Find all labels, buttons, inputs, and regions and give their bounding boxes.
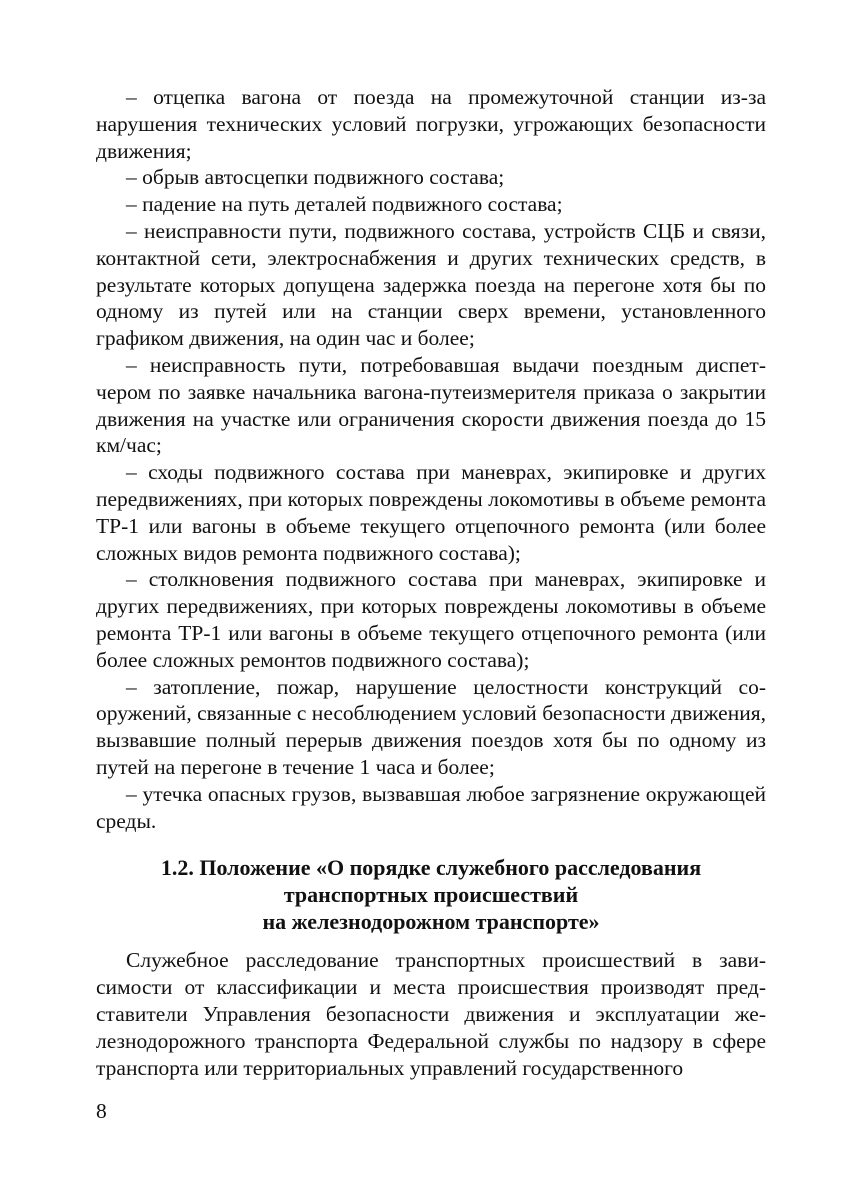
list-item: – сходы подвижного состава при маневрах, экипировке и других передвижениях, при которых повреждены локомотивы в объеме ремонта ТР-1 или вагоны в объеме текущего отцепочного ремонта (или более сложных видов ремонта подвижного состава); xyxy=(96,460,766,565)
list-item: – обрыв автосцепки подвижного состава; xyxy=(126,165,505,190)
list-item: – неисправность пути, потребовавшая выдачи поездным диспетчером по заявке начальника вагона-путеизмерителя приказа о закрытии движения на участке или ограничения скорости движения поезда до 15 км/час; xyxy=(96,352,766,458)
page-number: 8 xyxy=(96,1099,107,1123)
section-heading xyxy=(96,854,766,935)
page-body xyxy=(96,84,766,1081)
list-item: – отцепка вагона от поезда на промежуточной станции из-за нарушения технических условий погрузки, угрожающих безопасности движения; xyxy=(96,85,766,163)
list-item: – столкновения подвижного состава при маневрах, экипировке и других передвижениях, при которых повреждены локомотивы в объеме ремонта ТР-1 или вагоны в объеме текущего отцепочного ремонта (или более сложных ремонтов подвижного состава); xyxy=(96,567,766,672)
section-heading-line: 1.2. Положение «О порядке служебного расследования xyxy=(160,855,702,881)
body-paragraph: Служебное расследование транспортных происшествий в зависимости от классификации и места происшествия производят представители Управления безопасности движения и эксплуатации железнодорожного транспорта Федеральной службы по надзору в сфере транспорта или территориальных управлений государственного xyxy=(96,948,766,1080)
list-item: – утечка опасных грузов, вызвавшая любое загрязнение окружающей среды. xyxy=(96,781,766,833)
section-heading-line: транспортных происшествий xyxy=(283,882,579,908)
list-item: – падение на путь деталей подвижного состава; xyxy=(126,192,563,217)
section-heading-line: на железнодорожном транспорте» xyxy=(262,909,600,935)
list-item: – затопление, пожар, нарушение целостности конструкций сооружений, связанные с несоблюдением условий безопасности движения, вызвавшие полный перерыв движения поездов хотя бы по одному из путей на перегоне в течение 1 часа и более; xyxy=(96,674,766,779)
list-item: – неисправности пути, подвижного состава, устройств СЦБ и связи, контактной сети, электроснабжения и других технических средств, в результате которых допущена задержка поезда на перегоне хотя бы по одному из путей или на станции сверх времени, установленного графиком движения, на один час и более; xyxy=(96,218,766,351)
